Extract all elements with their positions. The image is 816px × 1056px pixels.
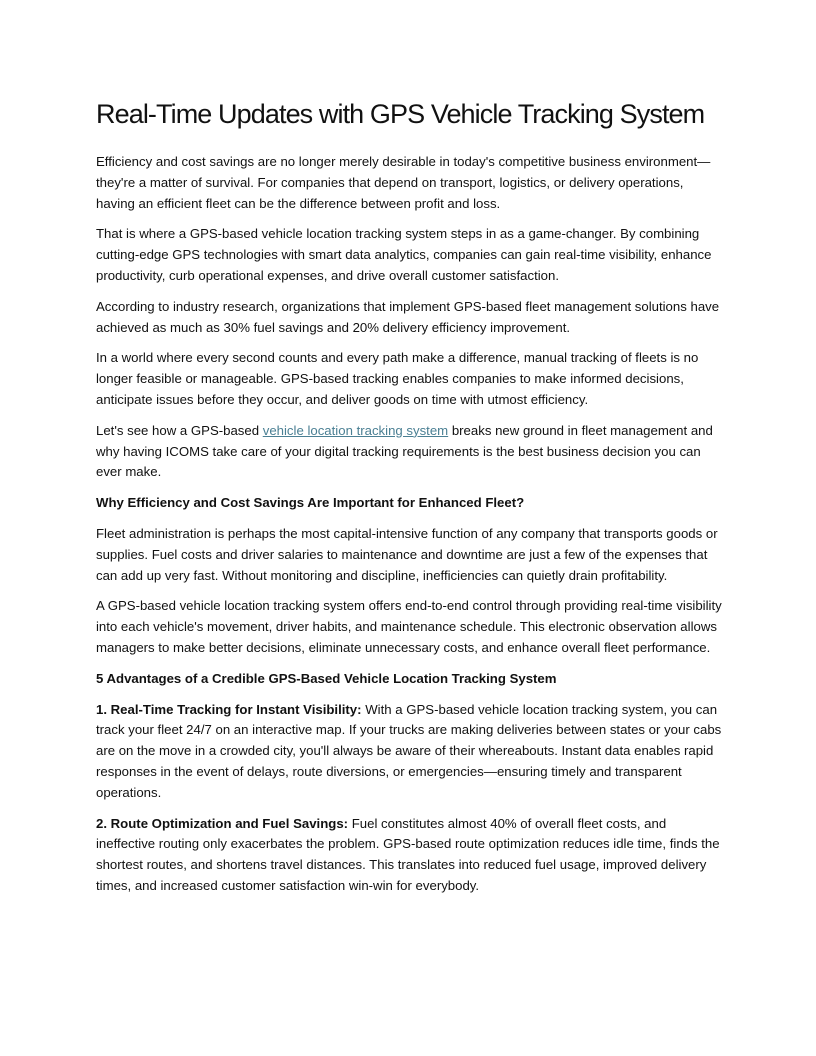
intro-paragraph-4: In a world where every second counts and every path make a difference, manual tracking of fleets is no longer feasible or manageable. GPS-based tracking enables companies to make informed decisions, anticipate issues before they occur, and deliver goods on time with utmost efficiency. bbox=[96, 350, 699, 407]
vehicle-location-tracking-link[interactable]: vehicle location tracking system bbox=[262, 422, 449, 438]
advantage-2-text: Fuel constitutes almost 40% of overall fleet costs, and ineffective routing only exacerbates the problem. GPS-based route optimization reduces idle time, finds the shortest routes, and shortens travel distances. This translates into reduced fuel usage, improved delivery times, and increased customer satisfaction win-win for everybody. bbox=[96, 815, 720, 893]
intro-paragraph-1: Efficiency and cost savings are no longer merely desirable in today's competitive business environment—they're a matter of survival. For companies that depend on transport, logistics, or delivery operations, having an efficient fleet can be the difference between profit and loss. bbox=[96, 154, 711, 211]
intro-paragraph-2: That is where a GPS-based vehicle location tracking system steps in as a game-changer. By combining cutting-edge GPS technologies with smart data analytics, companies can gain real-time visibility, enhance productivity, curb operational expenses, and drive overall customer satisfaction. bbox=[96, 226, 712, 283]
advantage-2 bbox=[96, 814, 722, 897]
section-1-paragraph-1: Fleet administration is perhaps the most capital-intensive function of any company that transports goods or supplies. Fuel costs and driver salaries to maintenance and downtime are just a few of the expenses that can add up very fast. Without monitoring and discipline, inefficiencies can quietly drain profitability. bbox=[96, 525, 718, 583]
section-2-heading: 5 Advantages of a Credible GPS-Based Vehicle Location Tracking System bbox=[96, 670, 557, 686]
intro-paragraph-3: According to industry research, organizations that implement GPS-based fleet management solutions have achieved as much as 30% fuel savings and 20% delivery efficiency improvement. bbox=[96, 298, 720, 335]
advantage-2-lead: 2. Route Optimization and Fuel Savings: bbox=[96, 815, 349, 831]
page-title: Real-Time Updates with GPS Vehicle Tracking System bbox=[96, 99, 705, 129]
advantage-1-text: With a GPS-based vehicle location tracking system, you can track your fleet 24/7 on an interactive map. If your trucks are making deliveries between states or your cabs are on the move in a crowded city, you'll always be aware of their whereabouts. Instant data enables rapid responses in the event of delays, route diversions, or emergencies—ensuring timely and transparent operations. bbox=[96, 701, 722, 800]
intro-5-before-link: Let's see how a GPS-based bbox=[96, 422, 263, 438]
intro-paragraph-5 bbox=[96, 421, 722, 483]
document-page bbox=[96, 96, 722, 907]
advantage-1-lead: 1. Real-Time Tracking for Instant Visibility: bbox=[96, 701, 362, 717]
intro-5-after-link: breaks new ground in fleet management and why having ICOMS take care of your digital tracking requirements is the best business decision you can ever make. bbox=[96, 422, 713, 480]
advantage-1 bbox=[96, 700, 722, 804]
section-1-heading: Why Efficiency and Cost Savings Are Important for Enhanced Fleet? bbox=[96, 495, 525, 511]
section-1-paragraph-2: A GPS-based vehicle location tracking system offers end-to-end control through providing real-time visibility into each vehicle's movement, driver habits, and maintenance schedule. This electronic observation allows managers to make better decisions, eliminate unnecessary costs, and enhance overall fleet performance. bbox=[96, 598, 722, 655]
